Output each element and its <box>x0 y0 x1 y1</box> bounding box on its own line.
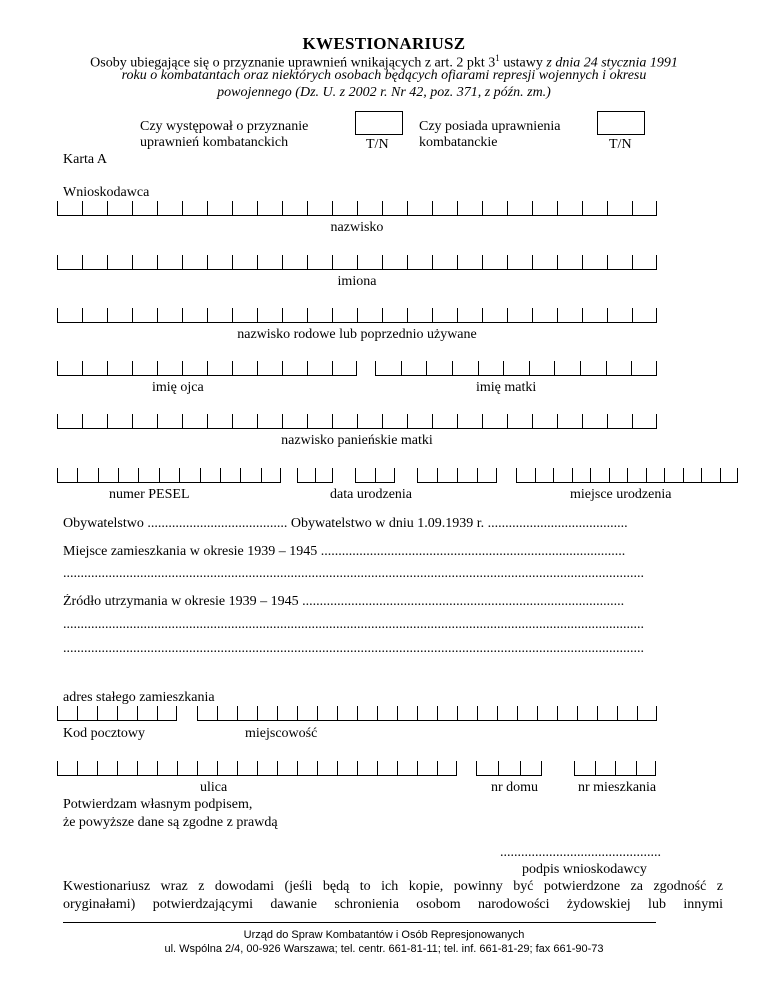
comb-tick <box>437 468 438 482</box>
comb-tick <box>507 414 508 428</box>
comb-tick <box>307 414 308 428</box>
comb-tick <box>437 706 438 720</box>
comb-tick <box>631 361 632 375</box>
comb-tick <box>617 706 618 720</box>
comb-tick <box>503 361 504 375</box>
comb-tick <box>737 468 738 482</box>
comb-tick <box>57 414 58 428</box>
comb-tick <box>282 201 283 215</box>
comb-tick <box>632 414 633 428</box>
comb-tick <box>507 255 508 269</box>
comb-tick <box>382 414 383 428</box>
comb-tick <box>656 414 657 428</box>
flat-number-field[interactable] <box>574 761 656 776</box>
comb-tick <box>476 761 477 775</box>
birth-place-field[interactable] <box>516 468 738 483</box>
house-number-label: nr domu <box>491 780 539 795</box>
comb-tick <box>57 255 58 269</box>
comb-tick <box>82 255 83 269</box>
comb-tick <box>232 308 233 322</box>
confirm-line-1: Potwierdzam własnym podpisem, <box>63 797 253 812</box>
comb-tick <box>107 201 108 215</box>
comb-tick <box>107 308 108 322</box>
comb-tick <box>656 361 657 375</box>
comb-tick <box>132 255 133 269</box>
comb-tick <box>627 468 628 482</box>
comb-tick <box>482 414 483 428</box>
comb-tick <box>177 761 178 775</box>
comb-tick <box>656 201 657 215</box>
subtitle-line-3: powojennego (Dz. U. z 2002 r. Nr 42, poz. 371, z późn. zm.) <box>217 85 551 100</box>
postal-code-label: Kod pocztowy <box>63 726 146 741</box>
comb-tick <box>357 761 358 775</box>
comb-tick <box>357 414 358 428</box>
comb-tick <box>377 761 378 775</box>
pesel-field[interactable] <box>57 468 281 483</box>
note-line-1: Kwestionariusz wraz z dowodami (jeśli będą to ich kopie, powinny być potwierdzone za zgodność z <box>63 879 723 894</box>
comb-tick <box>632 255 633 269</box>
comb-tick <box>432 201 433 215</box>
comb-tick <box>107 414 108 428</box>
comb-tick <box>132 308 133 322</box>
comb-tick <box>482 255 483 269</box>
comb-tick <box>137 706 138 720</box>
comb-tick <box>607 414 608 428</box>
comb-tick <box>200 468 201 482</box>
comb-tick <box>457 255 458 269</box>
comb-tick <box>535 468 536 482</box>
comb-tick <box>607 308 608 322</box>
comb-tick <box>632 308 633 322</box>
comb-tick <box>82 414 83 428</box>
comb-tick <box>307 255 308 269</box>
has-entitlements-checkbox[interactable] <box>597 111 645 135</box>
comb-tick <box>457 414 458 428</box>
comb-tick <box>257 361 258 375</box>
comb-tick <box>407 201 408 215</box>
income-source-continuation-2[interactable]: ...................................................................................................................................................................... <box>63 641 644 656</box>
birth-date-label: data urodzenia <box>330 487 413 502</box>
comb-tick <box>497 706 498 720</box>
comb-tick <box>159 468 160 482</box>
comb-tick <box>77 706 78 720</box>
first-names-field[interactable] <box>57 255 657 270</box>
citizenship-field[interactable]: Obywatelstwo ........................................ Obywatelstwo w dniu 1.09.1939 r. ........................................ <box>63 516 628 531</box>
comb-tick <box>337 706 338 720</box>
comb-tick <box>332 361 333 375</box>
comb-tick <box>632 201 633 215</box>
comb-tick <box>664 468 665 482</box>
comb-tick <box>377 706 378 720</box>
comb-tick <box>232 201 233 215</box>
comb-tick <box>282 361 283 375</box>
comb-tick <box>315 468 316 482</box>
comb-tick <box>297 468 298 482</box>
comb-tick <box>582 308 583 322</box>
comb-tick <box>382 255 383 269</box>
comb-tick <box>332 255 333 269</box>
previously-applied-checkbox[interactable] <box>355 111 403 135</box>
comb-tick <box>477 706 478 720</box>
comb-tick <box>77 468 78 482</box>
comb-tick <box>57 308 58 322</box>
comb-tick <box>432 308 433 322</box>
comb-tick <box>197 761 198 775</box>
comb-tick <box>683 468 684 482</box>
comb-tick <box>582 201 583 215</box>
comb-tick <box>394 468 395 482</box>
subtitle-text-mid: ustawy <box>499 55 547 71</box>
residence-1939-continuation[interactable]: ...................................................................................................................................................................... <box>63 566 644 581</box>
street-label: ulica <box>200 780 228 795</box>
comb-tick <box>482 308 483 322</box>
comb-tick <box>557 255 558 269</box>
question-1-tn-label: T/N <box>366 137 389 152</box>
comb-tick <box>382 308 383 322</box>
comb-tick <box>357 201 358 215</box>
comb-tick <box>357 255 358 269</box>
comb-tick <box>457 201 458 215</box>
income-source-continuation-1[interactable]: ...................................................................................................................................................................... <box>63 617 644 632</box>
address-heading: adres stałego zamieszkania <box>63 690 215 705</box>
comb-tick <box>655 761 656 775</box>
form-title: KWESTIONARIUSZ <box>302 34 466 53</box>
footer-divider <box>63 922 656 923</box>
comb-tick <box>537 706 538 720</box>
comb-tick <box>532 201 533 215</box>
question-1-line-2: uprawnień kombatanckich <box>140 135 289 150</box>
comb-tick <box>375 468 376 482</box>
comb-tick <box>636 761 637 775</box>
comb-tick <box>572 468 573 482</box>
comb-tick <box>355 468 356 482</box>
comb-tick <box>557 201 558 215</box>
comb-tick <box>277 761 278 775</box>
comb-tick <box>516 468 517 482</box>
comb-tick <box>257 201 258 215</box>
comb-tick <box>138 468 139 482</box>
comb-tick <box>77 761 78 775</box>
comb-tick <box>179 468 180 482</box>
comb-tick <box>496 468 497 482</box>
comb-tick <box>157 308 158 322</box>
comb-tick <box>332 308 333 322</box>
pesel-label: numer PESEL <box>109 487 190 502</box>
subtitle-text: Osoby ubiegające się o przyznanie uprawnień wnikających z art. 2 pkt 3 <box>90 55 496 71</box>
comb-tick <box>257 255 258 269</box>
comb-tick <box>157 361 158 375</box>
comb-tick <box>57 361 58 375</box>
birth-place-label: miejsce urodzenia <box>570 487 672 502</box>
comb-tick <box>577 706 578 720</box>
comb-tick <box>282 255 283 269</box>
comb-tick <box>157 414 158 428</box>
surname-label: nazwisko <box>330 220 384 235</box>
comb-tick <box>606 361 607 375</box>
postal-code-field[interactable] <box>57 706 177 721</box>
note-line-2: oryginałami) potwierdzającymi dawanie schronienia osobom narodowości żydowskiej lub innymi <box>63 897 723 912</box>
comb-tick <box>317 761 318 775</box>
comb-tick <box>417 468 418 482</box>
father-name-field[interactable] <box>57 361 357 376</box>
comb-tick <box>57 201 58 215</box>
comb-tick <box>282 308 283 322</box>
comb-tick <box>397 761 398 775</box>
comb-tick <box>397 706 398 720</box>
comb-tick <box>182 308 183 322</box>
city-field[interactable] <box>197 706 657 721</box>
mother-name-field[interactable] <box>375 361 657 376</box>
comb-tick <box>529 361 530 375</box>
comb-tick <box>417 761 418 775</box>
comb-tick <box>182 361 183 375</box>
comb-tick <box>217 761 218 775</box>
comb-tick <box>240 468 241 482</box>
flat-number-label: nr mieszkania <box>578 780 657 795</box>
comb-tick <box>132 201 133 215</box>
comb-tick <box>574 761 575 775</box>
question-2-line-2: kombatanckie <box>419 135 498 150</box>
comb-tick <box>580 361 581 375</box>
comb-tick <box>257 761 258 775</box>
comb-tick <box>337 761 338 775</box>
comb-tick <box>432 255 433 269</box>
comb-tick <box>307 201 308 215</box>
comb-tick <box>532 414 533 428</box>
comb-tick <box>182 255 183 269</box>
comb-tick <box>607 201 608 215</box>
birth-day-field[interactable] <box>297 468 333 483</box>
signature-line[interactable]: .............................................. <box>500 845 661 860</box>
subtitle-superscript: 1 <box>495 53 500 63</box>
comb-tick <box>217 706 218 720</box>
comb-tick <box>382 201 383 215</box>
first-names-label: imiona <box>337 274 377 289</box>
comb-tick <box>277 706 278 720</box>
comb-tick <box>232 361 233 375</box>
comb-tick <box>257 706 258 720</box>
comb-tick <box>117 706 118 720</box>
birth-month-field[interactable] <box>355 468 395 483</box>
comb-tick <box>720 468 721 482</box>
comb-tick <box>57 468 58 482</box>
comb-tick <box>307 361 308 375</box>
comb-tick <box>609 468 610 482</box>
comb-tick <box>182 201 183 215</box>
comb-tick <box>520 761 521 775</box>
comb-tick <box>297 706 298 720</box>
comb-tick <box>517 706 518 720</box>
comb-tick <box>407 414 408 428</box>
comb-tick <box>607 255 608 269</box>
comb-tick <box>357 308 358 322</box>
comb-tick <box>590 468 591 482</box>
comb-tick <box>554 361 555 375</box>
comb-tick <box>207 308 208 322</box>
comb-tick <box>207 361 208 375</box>
comb-tick <box>97 706 98 720</box>
comb-tick <box>332 201 333 215</box>
comb-tick <box>615 761 616 775</box>
comb-tick <box>426 361 427 375</box>
question-1-line-1: Czy występował o przyznanie <box>140 119 309 134</box>
comb-tick <box>82 308 83 322</box>
comb-tick <box>457 468 458 482</box>
comb-tick <box>317 706 318 720</box>
comb-tick <box>553 468 554 482</box>
comb-tick <box>207 255 208 269</box>
comb-tick <box>282 414 283 428</box>
comb-tick <box>257 308 258 322</box>
subtitle-line-2: roku o kombatantach oraz niektórych osobach będących ofiarami represji wojennych i okresu <box>121 68 647 83</box>
comb-tick <box>107 361 108 375</box>
card-label: Karta A <box>63 152 107 167</box>
comb-tick <box>482 201 483 215</box>
comb-tick <box>82 361 83 375</box>
comb-tick <box>477 468 478 482</box>
comb-tick <box>137 761 138 775</box>
comb-tick <box>432 414 433 428</box>
comb-tick <box>207 414 208 428</box>
comb-tick <box>307 308 308 322</box>
comb-tick <box>118 468 119 482</box>
comb-tick <box>437 761 438 775</box>
subtitle-italic: z dnia 24 stycznia 1991 <box>546 55 678 71</box>
comb-tick <box>197 706 198 720</box>
comb-tick <box>157 201 158 215</box>
comb-tick <box>701 468 702 482</box>
comb-tick <box>157 255 158 269</box>
comb-tick <box>507 201 508 215</box>
comb-tick <box>407 308 408 322</box>
comb-tick <box>557 308 558 322</box>
house-number-field[interactable] <box>476 761 542 776</box>
comb-tick <box>532 255 533 269</box>
comb-tick <box>132 361 133 375</box>
comb-tick <box>280 468 281 482</box>
city-label: miejscowość <box>245 726 318 741</box>
comb-tick <box>582 414 583 428</box>
mother-maiden-label: nazwisko panieńskie matki <box>281 433 433 448</box>
comb-tick <box>117 761 118 775</box>
question-2-tn-label: T/N <box>609 137 632 152</box>
father-name-label: imię ojca <box>152 380 204 395</box>
comb-tick <box>182 414 183 428</box>
comb-tick <box>595 761 596 775</box>
signature-label: podpis wnioskodawcy <box>522 862 647 877</box>
comb-tick <box>257 414 258 428</box>
comb-tick <box>637 706 638 720</box>
footer-office: Urząd do Spraw Kombatantów i Osób Represjonowanych <box>243 929 525 941</box>
mother-maiden-field[interactable] <box>57 414 657 429</box>
comb-tick <box>207 201 208 215</box>
comb-tick <box>57 761 58 775</box>
comb-tick <box>332 468 333 482</box>
comb-tick <box>157 761 158 775</box>
comb-tick <box>557 706 558 720</box>
comb-tick <box>237 761 238 775</box>
comb-tick <box>478 361 479 375</box>
comb-tick <box>297 761 298 775</box>
comb-tick <box>220 468 221 482</box>
surname-field[interactable] <box>57 201 657 216</box>
applicant-heading: Wnioskodawca <box>63 185 150 200</box>
residence-1939-field[interactable]: Miejsce zamieszkania w okresie 1939 – 1945 ....................................................................................... <box>63 544 626 559</box>
comb-tick <box>407 255 408 269</box>
comb-tick <box>237 706 238 720</box>
birth-year-field[interactable] <box>417 468 497 483</box>
comb-tick <box>157 706 158 720</box>
comb-tick <box>456 761 457 775</box>
comb-tick <box>97 761 98 775</box>
comb-tick <box>656 706 657 720</box>
maiden-name-field[interactable] <box>57 308 657 323</box>
comb-tick <box>332 414 333 428</box>
comb-tick <box>176 706 177 720</box>
comb-tick <box>375 361 376 375</box>
comb-tick <box>232 414 233 428</box>
footer-contact: ul. Wspólna 2/4, 00-926 Warszawa; tel. centr. 661-81-11; tel. inf. 661-81-29; fax 661-90-73 <box>164 943 604 955</box>
maiden-name-label: nazwisko rodowe lub poprzednio używane <box>237 327 477 342</box>
comb-tick <box>98 468 99 482</box>
comb-tick <box>417 706 418 720</box>
comb-tick <box>457 308 458 322</box>
street-field[interactable] <box>57 761 457 776</box>
comb-tick <box>232 255 233 269</box>
comb-tick <box>507 308 508 322</box>
income-source-field[interactable]: Źródło utrzymania w okresie 1939 – 1945 ............................................................................................ <box>63 594 625 609</box>
comb-tick <box>107 255 108 269</box>
comb-tick <box>582 255 583 269</box>
comb-tick <box>646 468 647 482</box>
comb-tick <box>356 361 357 375</box>
comb-tick <box>557 414 558 428</box>
comb-tick <box>532 308 533 322</box>
comb-tick <box>457 706 458 720</box>
confirm-line-2: że powyższe dane są zgodne z prawdą <box>63 815 278 830</box>
comb-tick <box>656 308 657 322</box>
comb-tick <box>498 761 499 775</box>
comb-tick <box>401 361 402 375</box>
question-2-line-1: Czy posiada uprawnienia <box>419 119 561 134</box>
comb-tick <box>57 706 58 720</box>
comb-tick <box>452 361 453 375</box>
comb-tick <box>261 468 262 482</box>
comb-tick <box>132 414 133 428</box>
comb-tick <box>541 761 542 775</box>
comb-tick <box>82 201 83 215</box>
comb-tick <box>597 706 598 720</box>
comb-tick <box>656 255 657 269</box>
comb-tick <box>357 706 358 720</box>
mother-name-label: imię matki <box>476 380 537 395</box>
